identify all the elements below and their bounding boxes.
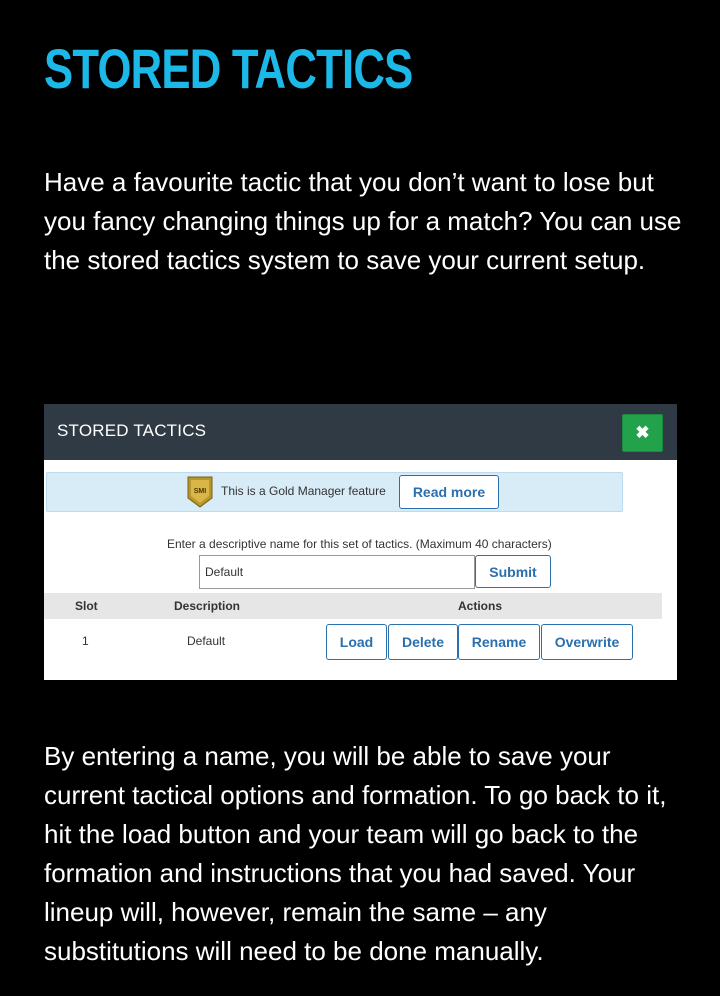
tactic-name-input[interactable]	[199, 555, 475, 589]
gold-manager-badge-icon	[187, 476, 213, 508]
submit-button[interactable]: Submit	[475, 555, 551, 588]
name-prompt: Enter a descriptive name for this set of tactics. (Maximum 40 characters)	[167, 537, 552, 551]
gold-notice-text: This is a Gold Manager feature	[221, 484, 386, 498]
intro-paragraph: Have a favourite tactic that you don’t want to lose but you fancy changing things up for a match? You can use the stored tactics system to save your current setup.	[44, 167, 682, 275]
stored-tactics-modal	[44, 404, 677, 680]
load-button[interactable]: Load	[326, 624, 387, 660]
delete-button[interactable]: Delete	[388, 624, 458, 660]
rename-button[interactable]: Rename	[458, 624, 540, 660]
column-header-slot: Slot	[75, 599, 98, 613]
table-header	[44, 593, 662, 619]
column-header-description: Description	[174, 599, 241, 613]
overwrite-button[interactable]: Overwrite	[541, 624, 633, 660]
modal-header	[44, 404, 677, 460]
row-description: Default	[187, 634, 226, 648]
gold-manager-notice	[46, 472, 623, 512]
close-button[interactable]	[622, 414, 663, 452]
outro-paragraph: By entering a name, you will be able to save your current tactical options and formation. To go back to it, hit the load button and your team will go back to the formation and instructions that you had saved. Your lineup will, however, remain the same – any substitutions will need to be done manually.	[44, 741, 667, 966]
close-icon: ✖	[635, 423, 650, 442]
row-slot: 1	[82, 634, 89, 648]
svg-text:SMI: SMI	[193, 488, 207, 495]
read-more-button[interactable]: Read more	[399, 475, 499, 509]
page-heading: STORED TACTICS	[44, 37, 413, 100]
column-header-actions: Actions	[458, 599, 503, 613]
modal-title: STORED TACTICS	[57, 421, 207, 440]
